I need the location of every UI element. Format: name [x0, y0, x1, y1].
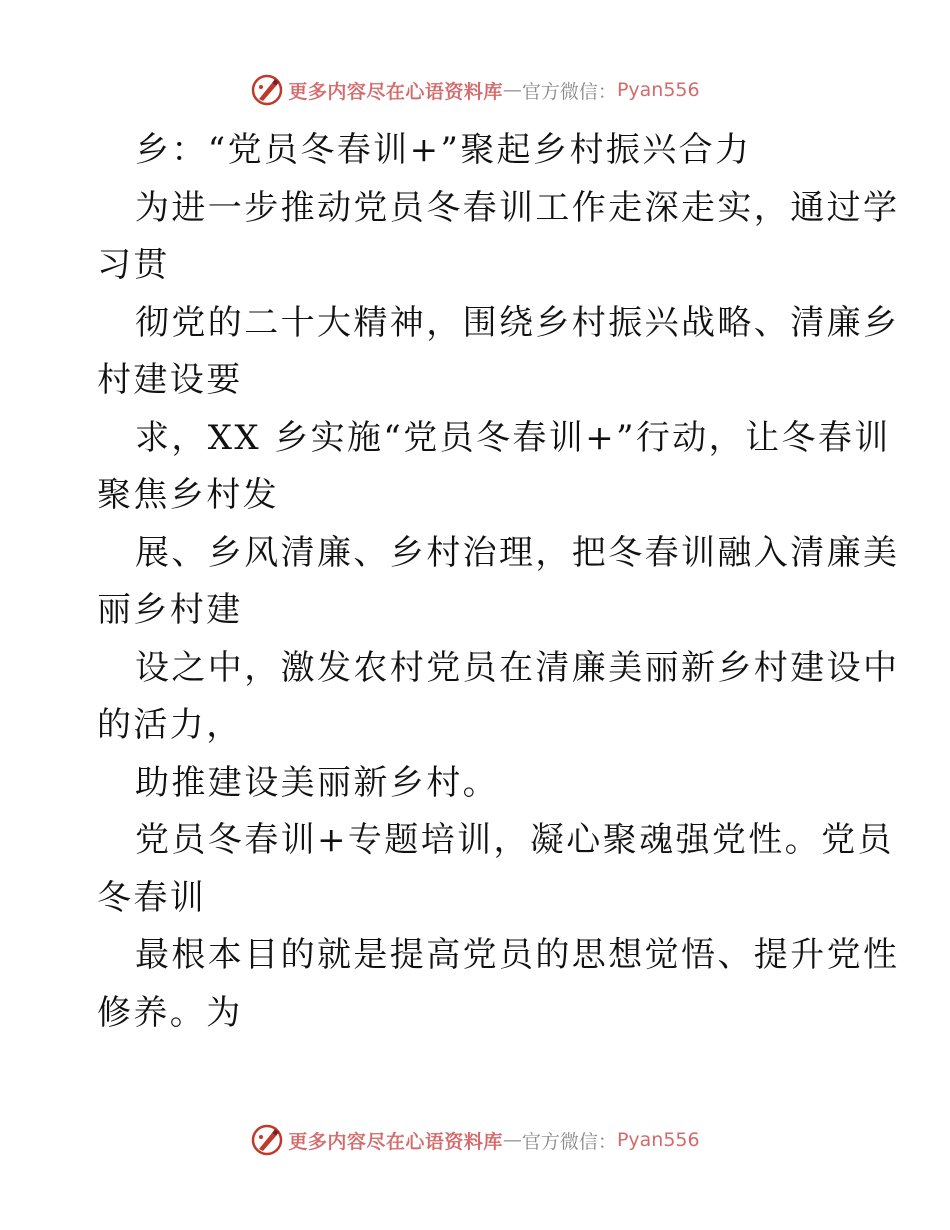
text-line: 村建设要 [97, 360, 243, 400]
text-line: 冬春训 [97, 877, 207, 918]
text-line: 的活力， [97, 705, 243, 745]
pen-logo-icon [250, 1123, 284, 1157]
document-body [97, 122, 900, 1042]
watermark-wechat-id: Pyan556 [616, 79, 700, 101]
watermark-wechat-id: Pyan556 [616, 1129, 700, 1151]
text-line: 最根本目的就是提高党员的思想觉悟、提升党性 [135, 935, 900, 975]
text-line: 为进一步推动党员冬春训工作走深走实，通过学 [135, 187, 900, 228]
text-line: 设之中，激发农村党员在清廉美丽新乡村建设中 [135, 647, 900, 688]
text-line: 展、乡风清廉、乡村治理，把冬春训融入清廉美 [135, 532, 900, 573]
watermark-footer [0, 1120, 950, 1160]
text-line: 习贯 [97, 245, 170, 285]
watermark-brand: 更多内容尽在心语资料库 [288, 80, 503, 103]
title-line: 乡：“党员冬春训+”聚起乡村振兴合力 [135, 130, 752, 170]
pen-logo-icon [250, 73, 284, 107]
watermark-header [0, 70, 950, 110]
watermark-label: 官方微信： [521, 80, 617, 103]
watermark-brand: 更多内容尽在心语资料库 [288, 1130, 503, 1153]
watermark-label: 官方微信： [521, 1130, 617, 1153]
text-line: 助推建设美丽新乡村。 [135, 762, 499, 803]
text-line: 求，XX 乡实施“党员冬春训+”行动，让冬春训 [135, 417, 891, 458]
text-line: 修养。为 [97, 992, 243, 1033]
watermark-separator: — [502, 1129, 522, 1151]
text-line: 聚焦乡村发 [97, 475, 279, 515]
text-line: 彻党的二十大精神，围绕乡村振兴战略、清廉乡 [135, 302, 900, 343]
text-line: 党员冬春训+专题培训，凝心聚魂强党性。党员 [135, 820, 894, 860]
text-line: 丽乡村建 [97, 590, 243, 630]
watermark-separator: — [502, 79, 522, 101]
